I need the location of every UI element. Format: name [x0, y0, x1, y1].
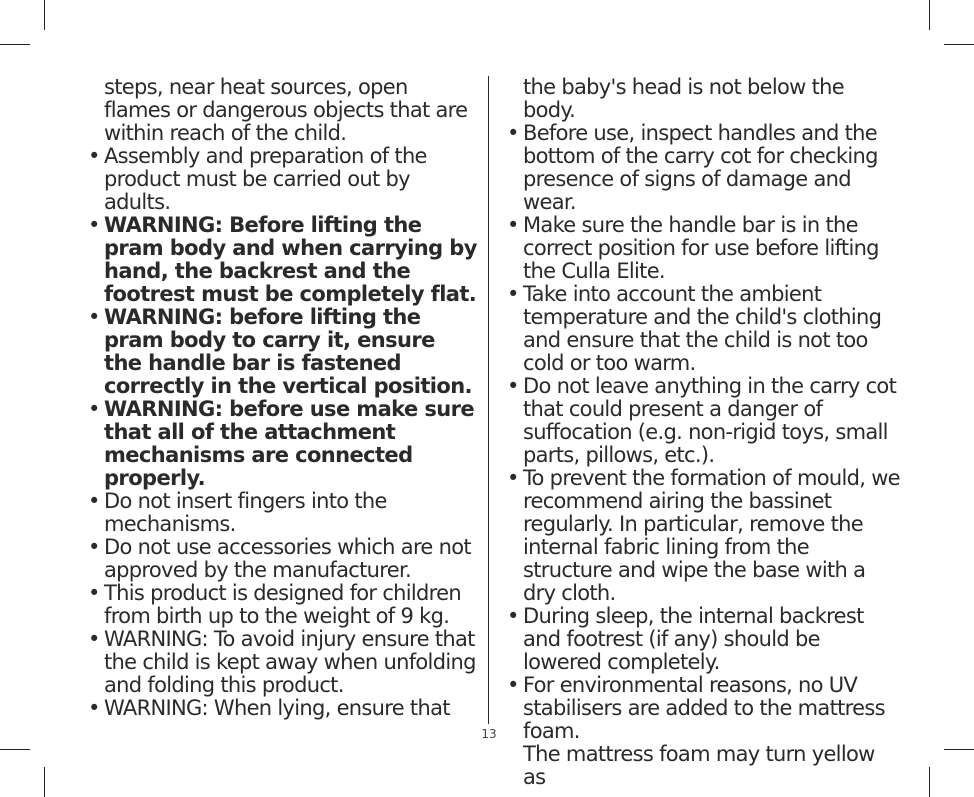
warning-text: WARNING: before use make sure that all of the attachment mechanisms are connected properly. — [104, 397, 474, 490]
warning-text: WARNING: before lifting the pram body to carry it, ensure the handle bar is fastened correctly in the vertical position. — [104, 305, 472, 398]
bullet-marker: • — [507, 282, 519, 306]
bullet-marker: • — [88, 535, 100, 559]
warning-item — [86, 214, 478, 306]
crop-mark — [929, 0, 930, 30]
page-number: 13 — [481, 727, 497, 741]
bullet-item — [505, 467, 901, 605]
bullet-item — [86, 490, 478, 536]
bullet-text: For environmental reasons, no UV stabilisers are added to the mattress foam. — [523, 673, 885, 743]
bullet-marker: • — [88, 397, 100, 421]
bullet-marker: • — [88, 489, 100, 513]
bullet-text: During sleep, the internal backrest and footrest (if any) should be lowered completely. — [523, 604, 864, 674]
crop-mark — [944, 749, 974, 750]
crop-mark — [0, 749, 30, 750]
warning-text: WARNING: Before lifting the pram body and when carrying by hand, the backrest and the footrest must be completely flat. — [104, 213, 477, 306]
bullet-item — [86, 536, 478, 582]
warning-item — [86, 398, 478, 490]
crop-mark — [44, 0, 45, 30]
bullet-marker: • — [88, 305, 100, 329]
bullet-text: Do not use accessories which are not approved by the manufacturer. — [104, 535, 471, 582]
crop-mark — [44, 767, 45, 797]
bullet-item — [505, 674, 901, 743]
bullet-text: Assembly and preparation of the product must be carried out by adults. — [104, 144, 427, 214]
bullet-marker: • — [88, 213, 100, 237]
bullet-item — [505, 214, 901, 283]
column-divider — [488, 76, 489, 724]
bullet-text: Make sure the handle bar is in the correct position for use before lifting the Culla Elite. — [523, 213, 879, 283]
bullet-marker: • — [88, 627, 100, 651]
bullet-marker: • — [507, 466, 519, 490]
warning-item — [86, 306, 478, 398]
right-column — [505, 76, 901, 789]
bullet-item — [505, 122, 901, 214]
bullet-item — [505, 605, 901, 674]
bullet-text: Do not leave anything in the carry cot that could present a danger of suffocation (e.g. non-rigid toys, small parts, pillows, etc.). — [523, 374, 897, 467]
bullet-item — [86, 628, 478, 697]
bullet-item — [86, 145, 478, 214]
bullet-text: WARNING: To avoid injury ensure that the child is kept away when unfolding and folding this product. — [104, 627, 476, 697]
continuation-text: the baby's head is not below the body. — [523, 75, 844, 122]
bullet-marker: • — [88, 696, 100, 720]
bullet-text: Before use, inspect handles and the bottom of the carry cot for checking presence of signs of damage and wear. — [523, 121, 878, 214]
continuation-text: steps, near heat sources, open flames or dangerous objects that are within reach of the child. — [104, 75, 468, 145]
bullet-marker: • — [88, 144, 100, 168]
bullet-item — [86, 582, 478, 628]
bullet-text: WARNING: When lying, ensure that — [104, 696, 450, 720]
crop-mark — [0, 44, 30, 45]
bullet-item — [505, 375, 901, 467]
bullet-text: Do not insert fingers into the mechanisms. — [104, 489, 387, 536]
bullet-marker: • — [88, 581, 100, 605]
bullet-marker: • — [507, 213, 519, 237]
left-column — [86, 76, 478, 720]
bullet-marker: • — [507, 374, 519, 398]
crop-mark — [929, 767, 930, 797]
bullet-item — [86, 697, 478, 720]
bullet-text: Take into account the ambient temperature and the child's clothing and ensure that the child is not too cold or too warm. — [523, 282, 882, 375]
bullet-item — [505, 283, 901, 375]
bullet-marker: • — [507, 121, 519, 145]
bullet-marker: • — [507, 673, 519, 697]
bullet-text: To prevent the formation of mould, we recommend airing the bassinet regularly. In particular, remove the internal fabric lining from the structure and wipe the base with a dry cloth. — [523, 466, 900, 605]
bullet-marker: • — [507, 604, 519, 628]
trailing-text: The mattress foam may turn yellow as — [523, 742, 875, 789]
bullet-text: This product is designed for children from birth up to the weight of 9 kg. — [104, 581, 461, 628]
crop-mark — [944, 44, 974, 45]
